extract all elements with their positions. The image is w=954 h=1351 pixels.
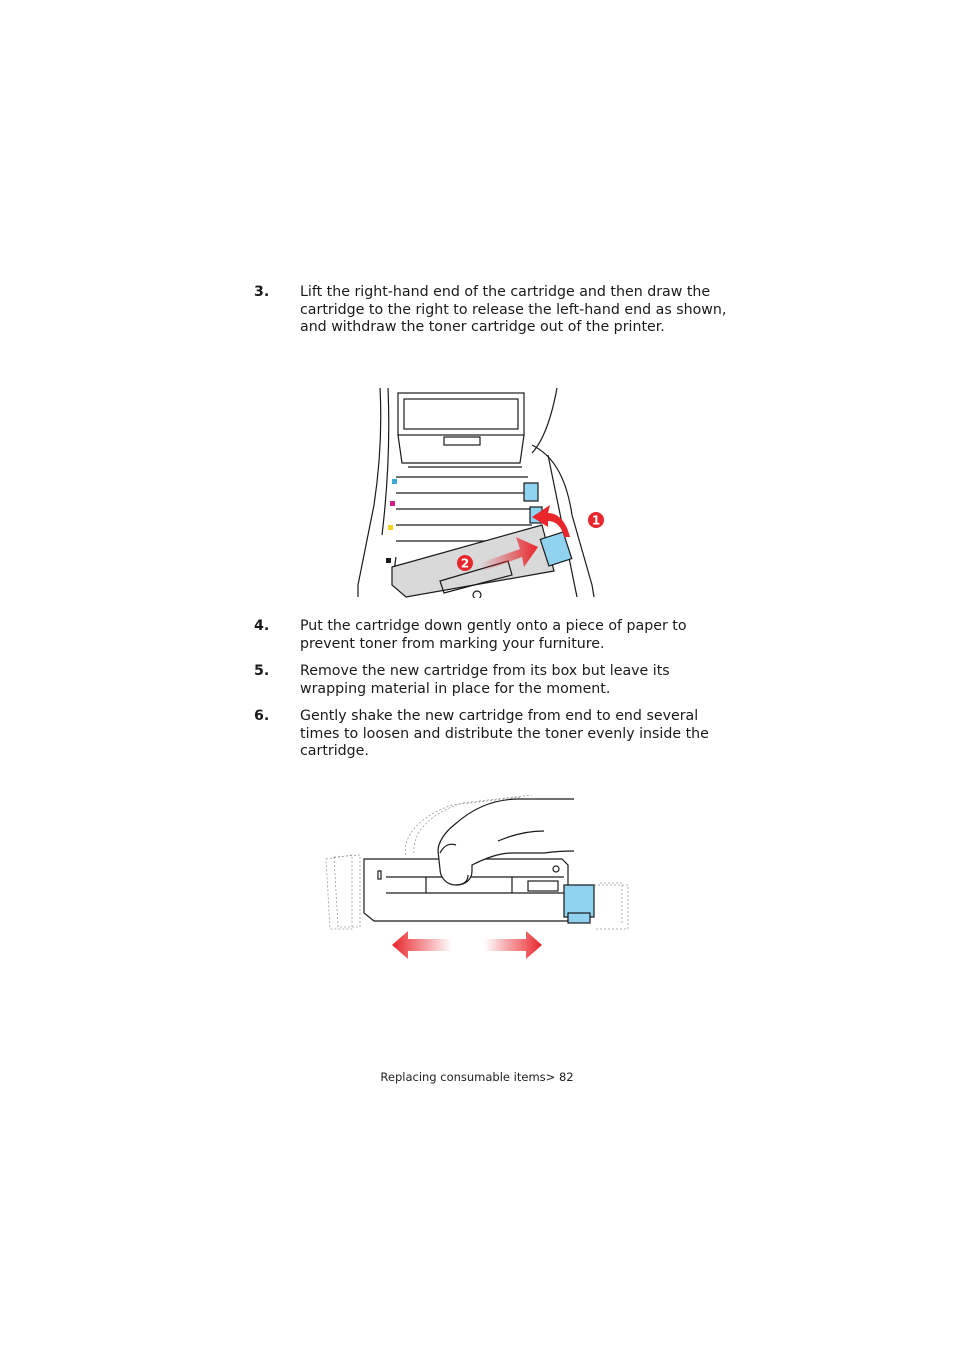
step-3 bbox=[254, 284, 734, 337]
callout-2: 2 bbox=[460, 556, 470, 571]
step-number: 5. bbox=[254, 663, 270, 679]
step-text: Put the cartridge down gently onto a piece of paper to prevent toner from marking your furniture. bbox=[300, 618, 687, 652]
callout-1: 1 bbox=[591, 513, 601, 528]
step-6 bbox=[254, 708, 734, 761]
step-number: 6. bbox=[254, 708, 270, 724]
step-number: 3. bbox=[254, 284, 270, 300]
footer-section: Replacing consumable items> bbox=[380, 1070, 556, 1084]
step-text: Gently shake the new cartridge from end to end several times to loosen and distribute the toner evenly inside the cartridge. bbox=[300, 708, 709, 760]
step-5 bbox=[254, 663, 734, 698]
step-text: Remove the new cartridge from its box but leave its wrapping material in place for the moment. bbox=[300, 663, 670, 697]
printer-cartridge-removal-illustration bbox=[352, 385, 614, 598]
step-text: Lift the right-hand end of the cartridge and then draw the cartridge to the right to release the left-hand end as shown, and withdraw the toner cartridge out of the printer. bbox=[300, 284, 727, 336]
page-number: 82 bbox=[558, 1070, 574, 1084]
shake-cartridge-illustration bbox=[322, 795, 632, 960]
shake-arrow-left bbox=[392, 931, 452, 959]
shake-arrow-right bbox=[484, 931, 542, 959]
page-footer bbox=[0, 1070, 954, 1084]
step-number: 4. bbox=[254, 618, 270, 634]
step-4 bbox=[254, 618, 734, 653]
